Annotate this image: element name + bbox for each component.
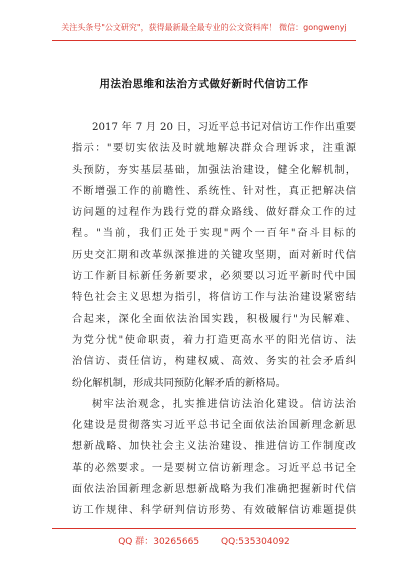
body-line: 历史交汇期和改革纵深推进的关键攻坚期，面对新时代信 [72, 249, 356, 261]
header-divider [52, 40, 356, 41]
body-line: 特色社会主义思想为指引，将信访工作与法治建设紧密结 [72, 292, 356, 304]
body-line: 治信访、责任信访，构建权威、高效、务实的社会矛盾纠 [72, 356, 356, 368]
footer-contact [0, 534, 408, 547]
body-line: 为党分忧"使命职责，着力打造更高水平的阳光信访、法 [72, 334, 356, 346]
footer-divider [52, 528, 356, 529]
header-banner: 关注头条号"公文研究"，获得最新最全最专业的公文资料库！ 微信：gongwenyj [61, 23, 347, 32]
body-line: 纷化解机制，形成共同预防化解矛盾的新格局。 [72, 377, 286, 389]
qq-text: QQ:535304092 [221, 537, 290, 547]
body-line: 革的必然要求。一是要树立信访新理念。习近平总书记全 [72, 462, 356, 474]
body-line: 程。"当前，我们正处于实现"两个一百年"奋斗目标的 [72, 228, 356, 240]
body-line: 访问题的过程作为践行党的群众路线、做好群众工作的过 [72, 207, 356, 219]
body-line: 面依法治国新理念新思想新战略为我们准确把握新时代信 [72, 484, 356, 496]
body-line: 想新战略、加快社会主义法治建设、推进信访工作制度改 [72, 441, 356, 453]
body-line: 头预防，夯实基层基础，加强法治建设，健全化解机制， [72, 164, 356, 176]
body-line: 合起来，深化全面依法治国实践，积极履行"为民解难、 [72, 313, 356, 325]
document-body [72, 117, 356, 522]
body-line: 指示："要切实依法及时就地解决群众合理诉求，注重源 [72, 143, 356, 155]
body-line: 不断增强工作的前瞻性、系统性、针对性，真正把解决信 [72, 185, 356, 197]
body-line: 访工作新目标新任务新要求，必须要以习近平新时代中国 [72, 271, 356, 283]
body-line: 2017 年 7 月 20 日，习近平总书记对信访工作作出重要 [92, 122, 356, 133]
body-line: 树牢法治观念，扎实推进信访法治化建设。信访法治 [92, 398, 356, 410]
body-line: 化建设是贯彻落实习近平总书记全面依法治国新理念新思 [72, 420, 356, 432]
document-title: 用法治思维和法治方式做好新时代信访工作 [99, 78, 309, 90]
qq-group-text: QQ 群：30265665 [118, 537, 200, 547]
body-line: 访工作规律、科学研判信访形势、有效破解信访难题提供 [72, 505, 356, 517]
